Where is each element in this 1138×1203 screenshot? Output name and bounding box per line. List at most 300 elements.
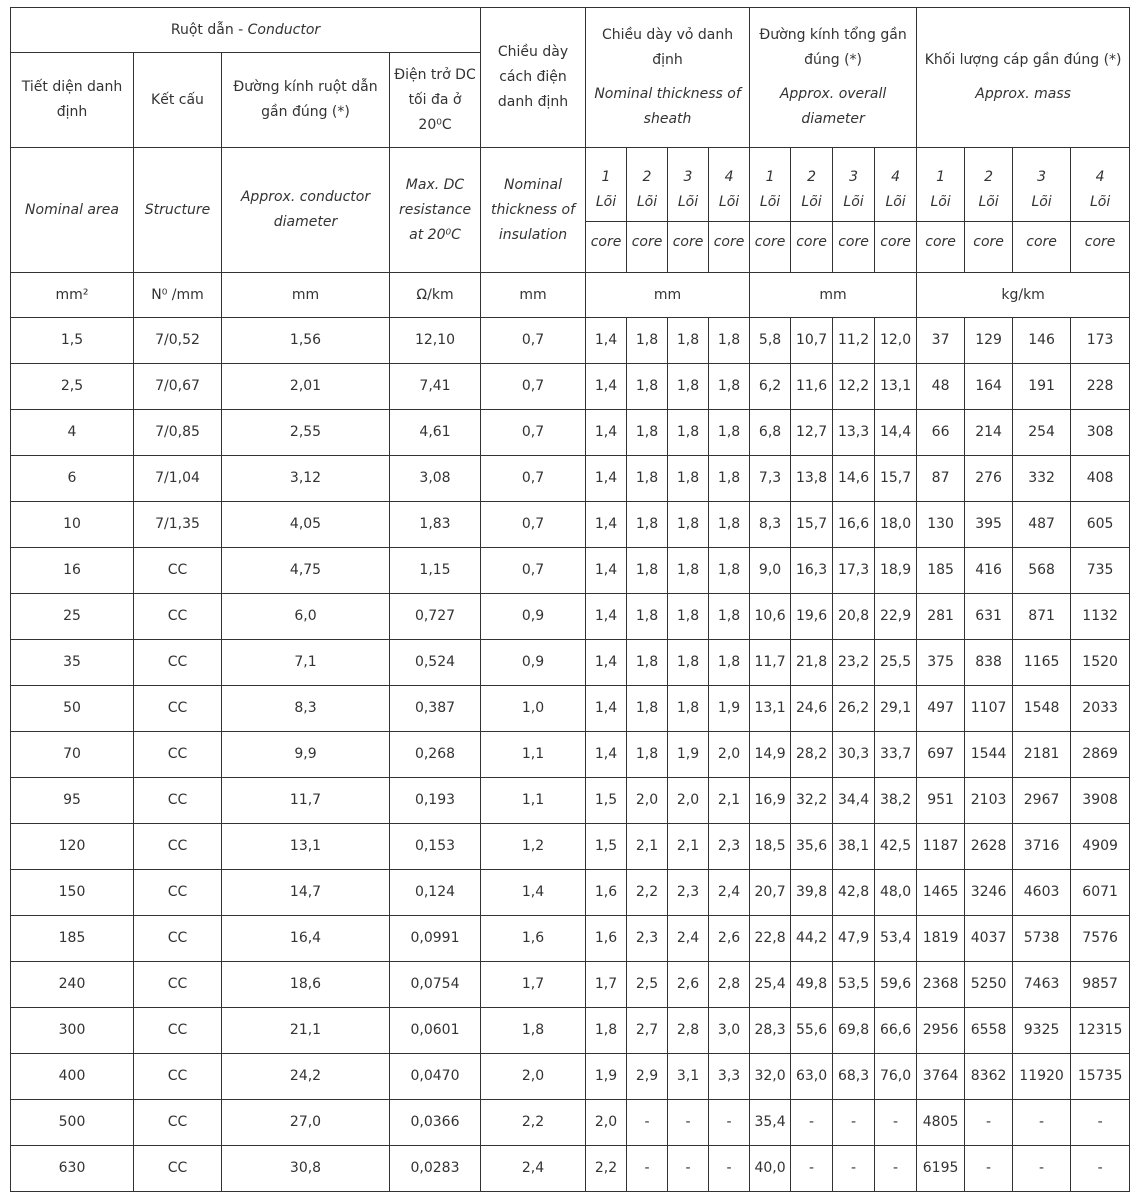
cell-mass-core-3: 4603: [1013, 870, 1071, 916]
cell-mass-core-1: 130: [917, 502, 965, 548]
cell-diameter: 2,01: [222, 364, 390, 410]
cell-area: 500: [11, 1100, 134, 1146]
core-label-vi: Lõi: [677, 194, 699, 210]
cell-sheath-core-2: 1,8: [627, 318, 668, 364]
cell-sheath-core-3: -: [668, 1146, 709, 1192]
cell-mass-core-3: 2967: [1013, 778, 1071, 824]
cell-overall-core-4: 42,5: [875, 824, 917, 870]
cell-insulation: 0,7: [481, 456, 586, 502]
cell-insulation: 1,1: [481, 732, 586, 778]
core-label-vi: Lõi: [1089, 194, 1111, 210]
table-row: [11, 686, 1130, 732]
cell-mass-core-4: 173: [1071, 318, 1130, 364]
cell-mass-core-3: 7463: [1013, 962, 1071, 1008]
cell-structure: CC: [134, 1100, 222, 1146]
cell-overall-core-4: 66,6: [875, 1008, 917, 1054]
cell-diameter: 18,6: [222, 962, 390, 1008]
cell-mass-core-4: 308: [1071, 410, 1130, 456]
insulation-header-en: Nominal thickness of insulation: [481, 148, 586, 273]
cell-sheath-core-3: 1,8: [668, 686, 709, 732]
cell-resistance: 0,153: [390, 824, 481, 870]
cell-insulation: 1,7: [481, 962, 586, 1008]
cell-sheath-core-2: 2,2: [627, 870, 668, 916]
cell-sheath-core-4: 1,8: [709, 364, 750, 410]
cell-mass-core-3: 2181: [1013, 732, 1071, 778]
cell-sheath-core-1: 1,4: [586, 548, 627, 594]
cell-diameter: 4,75: [222, 548, 390, 594]
cell-sheath-core-2: 1,8: [627, 410, 668, 456]
cell-diameter: 30,8: [222, 1146, 390, 1192]
cell-resistance: 0,0991: [390, 916, 481, 962]
cell-overall-core-4: -: [875, 1100, 917, 1146]
core-label-vi: Lõi: [1031, 194, 1052, 210]
cell-overall-core-1: 16,9: [750, 778, 791, 824]
cell-overall-core-4: 33,7: [875, 732, 917, 778]
cell-sheath-core-3: 2,3: [668, 870, 709, 916]
cell-overall-core-4: 13,1: [875, 364, 917, 410]
cell-mass-core-1: 2956: [917, 1008, 965, 1054]
cell-overall-core-3: 13,3: [833, 410, 875, 456]
core-number: 3: [849, 169, 859, 185]
cell-overall-core-1: 5,8: [750, 318, 791, 364]
diameter-header-en: Approx. conductor diameter: [222, 148, 390, 273]
cell-insulation: 1,8: [481, 1008, 586, 1054]
cell-diameter: 16,4: [222, 916, 390, 962]
cell-sheath-core-2: 2,7: [627, 1008, 668, 1054]
structure-header-vi: Kết cấu: [134, 53, 222, 148]
core-number: 2: [984, 169, 994, 185]
cell-sheath-core-2: 1,8: [627, 502, 668, 548]
cell-diameter: 8,3: [222, 686, 390, 732]
core-number: 1: [936, 169, 946, 185]
cell-overall-core-4: 76,0: [875, 1054, 917, 1100]
cell-resistance: 7,41: [390, 364, 481, 410]
core-number: 2: [807, 169, 817, 185]
cell-mass-core-2: -: [965, 1100, 1013, 1146]
insulation-header-vi: Chiều dày cách điện danh định: [481, 8, 586, 148]
cell-overall-core-3: 42,8: [833, 870, 875, 916]
cell-mass-core-1: 1465: [917, 870, 965, 916]
cell-sheath-core-1: 1,6: [586, 916, 627, 962]
cell-structure: CC: [134, 594, 222, 640]
core-number: 4: [724, 169, 734, 185]
cell-insulation: 0,7: [481, 410, 586, 456]
cell-insulation: 0,7: [481, 318, 586, 364]
cell-overall-core-1: 9,0: [750, 548, 791, 594]
cell-sheath-core-3: 1,8: [668, 364, 709, 410]
cell-overall-core-4: 14,4: [875, 410, 917, 456]
cell-sheath-core-2: 1,8: [627, 732, 668, 778]
cell-sheath-core-3: 3,1: [668, 1054, 709, 1100]
cell-overall-core-3: 34,4: [833, 778, 875, 824]
cell-sheath-core-3: 1,8: [668, 640, 709, 686]
cell-mass-core-2: 2103: [965, 778, 1013, 824]
cell-mass-core-4: 408: [1071, 456, 1130, 502]
cell-mass-core-3: 146: [1013, 318, 1071, 364]
cell-sheath-core-4: 1,8: [709, 548, 750, 594]
cell-overall-core-2: 16,3: [791, 548, 833, 594]
cell-structure: CC: [134, 640, 222, 686]
cell-mass-core-2: 129: [965, 318, 1013, 364]
cell-overall-core-1: 10,6: [750, 594, 791, 640]
cell-overall-core-4: 12,0: [875, 318, 917, 364]
cell-overall-core-2: 35,6: [791, 824, 833, 870]
cell-overall-core-2: 19,6: [791, 594, 833, 640]
cell-sheath-core-4: 1,8: [709, 318, 750, 364]
core-number: 2: [642, 169, 652, 185]
cell-area: 150: [11, 870, 134, 916]
cell-overall-core-4: 53,4: [875, 916, 917, 962]
cell-sheath-core-1: 2,2: [586, 1146, 627, 1192]
cell-structure: CC: [134, 962, 222, 1008]
core-label-en: core: [627, 221, 668, 255]
core-label-vi: Lõi: [801, 194, 822, 210]
core-number: 1: [765, 169, 775, 185]
cell-sheath-core-4: 2,6: [709, 916, 750, 962]
cell-mass-core-3: -: [1013, 1146, 1071, 1192]
cell-sheath-core-1: 1,5: [586, 824, 627, 870]
cell-mass-core-4: 3908: [1071, 778, 1130, 824]
cell-sheath-core-4: -: [709, 1100, 750, 1146]
core-label-vi: Lõi: [885, 194, 906, 210]
unit-structure: N⁰ /mm: [134, 273, 222, 318]
core-number: 1: [601, 169, 611, 185]
cell-mass-core-4: 1520: [1071, 640, 1130, 686]
cell-mass-core-2: 5250: [965, 962, 1013, 1008]
cell-structure: 7/1,04: [134, 456, 222, 502]
nominal-area-header-en: Nominal area: [11, 148, 134, 273]
cell-sheath-core-4: 2,3: [709, 824, 750, 870]
cell-sheath-core-1: 1,9: [586, 1054, 627, 1100]
cell-sheath-core-4: 2,4: [709, 870, 750, 916]
cell-insulation: 0,7: [481, 548, 586, 594]
cell-structure: 7/0,67: [134, 364, 222, 410]
cell-mass-core-1: 48: [917, 364, 965, 410]
cell-sheath-core-2: 1,8: [627, 594, 668, 640]
cell-mass-core-2: 6558: [965, 1008, 1013, 1054]
cable-spec-table: [10, 7, 1130, 1192]
cell-area: 240: [11, 962, 134, 1008]
cell-overall-core-2: -: [791, 1100, 833, 1146]
cell-mass-core-1: 375: [917, 640, 965, 686]
cell-sheath-core-4: 2,8: [709, 962, 750, 1008]
cell-overall-core-2: 39,8: [791, 870, 833, 916]
core-label-vi: Lõi: [718, 194, 740, 210]
overall-core-3-header: [833, 148, 875, 273]
overall-core-4-header: [875, 148, 917, 273]
table-row: [11, 1008, 1130, 1054]
cell-mass-core-2: -: [965, 1146, 1013, 1192]
cell-mass-core-3: 11920: [1013, 1054, 1071, 1100]
cell-sheath-core-1: 1,8: [586, 1008, 627, 1054]
cell-mass-core-2: 416: [965, 548, 1013, 594]
cell-mass-core-3: 191: [1013, 364, 1071, 410]
table-row: [11, 456, 1130, 502]
cell-overall-core-3: 12,2: [833, 364, 875, 410]
cell-sheath-core-3: -: [668, 1100, 709, 1146]
cell-overall-core-4: -: [875, 1146, 917, 1192]
table-row: [11, 916, 1130, 962]
cell-sheath-core-4: 1,8: [709, 502, 750, 548]
cell-area: 95: [11, 778, 134, 824]
overall-diameter-header: Đường kính tổng gần đúng (*) Approx. overall diameter: [750, 8, 917, 148]
cell-sheath-core-4: 1,8: [709, 640, 750, 686]
cell-overall-core-1: 13,1: [750, 686, 791, 732]
sheath-core-4-header: [709, 148, 750, 273]
cell-sheath-core-3: 2,1: [668, 824, 709, 870]
cell-overall-core-4: 38,2: [875, 778, 917, 824]
cell-insulation: 0,9: [481, 640, 586, 686]
cell-diameter: 7,1: [222, 640, 390, 686]
core-label-vi: Lõi: [930, 194, 951, 210]
cell-sheath-core-4: 3,3: [709, 1054, 750, 1100]
cell-sheath-core-2: 1,8: [627, 640, 668, 686]
cell-structure: CC: [134, 732, 222, 778]
cell-overall-core-2: 32,2: [791, 778, 833, 824]
cell-area: 630: [11, 1146, 134, 1192]
cell-diameter: 3,12: [222, 456, 390, 502]
cell-overall-core-1: 8,3: [750, 502, 791, 548]
cell-overall-core-3: 17,3: [833, 548, 875, 594]
cell-sheath-core-1: 1,7: [586, 962, 627, 1008]
cell-area: 16: [11, 548, 134, 594]
cell-resistance: 4,61: [390, 410, 481, 456]
cell-mass-core-1: 3764: [917, 1054, 965, 1100]
cell-area: 70: [11, 732, 134, 778]
table-row: [11, 732, 1130, 778]
cell-overall-core-1: 35,4: [750, 1100, 791, 1146]
cell-mass-core-1: 37: [917, 318, 965, 364]
cell-overall-core-1: 14,9: [750, 732, 791, 778]
cell-mass-core-1: 281: [917, 594, 965, 640]
cell-mass-core-4: 1132: [1071, 594, 1130, 640]
cell-mass-core-1: 951: [917, 778, 965, 824]
cell-sheath-core-4: 2,1: [709, 778, 750, 824]
table-row: [11, 1054, 1130, 1100]
cell-resistance: 0,727: [390, 594, 481, 640]
cell-sheath-core-2: 2,9: [627, 1054, 668, 1100]
cell-sheath-core-1: 2,0: [586, 1100, 627, 1146]
unit-sheath: mm: [586, 273, 750, 318]
cell-overall-core-1: 22,8: [750, 916, 791, 962]
cell-mass-core-4: -: [1071, 1146, 1130, 1192]
cell-sheath-core-1: 1,4: [586, 686, 627, 732]
cell-mass-core-1: 497: [917, 686, 965, 732]
cell-sheath-core-3: 2,8: [668, 1008, 709, 1054]
cell-insulation: 0,7: [481, 364, 586, 410]
cell-diameter: 14,7: [222, 870, 390, 916]
cell-overall-core-4: 18,9: [875, 548, 917, 594]
cell-diameter: 13,1: [222, 824, 390, 870]
cell-resistance: 0,0283: [390, 1146, 481, 1192]
cell-area: 50: [11, 686, 134, 732]
cell-area: 35: [11, 640, 134, 686]
cell-insulation: 2,0: [481, 1054, 586, 1100]
unit-resistance: Ω/km: [390, 273, 481, 318]
cell-area: 2,5: [11, 364, 134, 410]
cell-overall-core-4: 48,0: [875, 870, 917, 916]
cell-sheath-core-2: 1,8: [627, 456, 668, 502]
core-label-en: core: [1071, 221, 1130, 255]
cell-mass-core-3: -: [1013, 1100, 1071, 1146]
table-row: [11, 962, 1130, 1008]
cell-sheath-core-3: 1,8: [668, 410, 709, 456]
cell-overall-core-3: 30,3: [833, 732, 875, 778]
cell-resistance: 0,193: [390, 778, 481, 824]
mass-core-2-header: [965, 148, 1013, 273]
core-label-en: core: [586, 221, 627, 255]
cell-resistance: 0,0470: [390, 1054, 481, 1100]
cell-mass-core-3: 332: [1013, 456, 1071, 502]
diameter-header-vi: Đường kính ruột dẫn gần đúng (*): [222, 53, 390, 148]
cell-overall-core-3: 16,6: [833, 502, 875, 548]
conductor-group-header: Ruột dẫn - Conductor: [11, 8, 481, 53]
cell-mass-core-1: 6195: [917, 1146, 965, 1192]
cell-structure: CC: [134, 1146, 222, 1192]
cell-resistance: 0,0366: [390, 1100, 481, 1146]
cable-spec-table-container: [10, 7, 1130, 1192]
cell-sheath-core-4: 1,8: [709, 410, 750, 456]
core-label-en: core: [668, 221, 709, 255]
sheath-core-1-header: [586, 148, 627, 273]
core-label-vi: Lõi: [759, 194, 781, 210]
cell-mass-core-3: 254: [1013, 410, 1071, 456]
core-label-en: core: [791, 221, 833, 255]
cell-area: 4: [11, 410, 134, 456]
cell-diameter: 24,2: [222, 1054, 390, 1100]
cell-overall-core-3: 38,1: [833, 824, 875, 870]
cell-mass-core-1: 4805: [917, 1100, 965, 1146]
cell-sheath-core-1: 1,4: [586, 640, 627, 686]
cell-sheath-core-3: 1,9: [668, 732, 709, 778]
cell-overall-core-3: 68,3: [833, 1054, 875, 1100]
sheath-header: Chiều dày vỏ danh định Nominal thickness of sheath: [586, 8, 750, 148]
cell-mass-core-2: 1107: [965, 686, 1013, 732]
cell-resistance: 0,268: [390, 732, 481, 778]
core-label-en: core: [1013, 221, 1071, 255]
cell-overall-core-3: 11,2: [833, 318, 875, 364]
cell-area: 1,5: [11, 318, 134, 364]
cell-sheath-core-3: 2,0: [668, 778, 709, 824]
cell-resistance: 0,0601: [390, 1008, 481, 1054]
cell-overall-core-2: 44,2: [791, 916, 833, 962]
cell-sheath-core-1: 1,4: [586, 502, 627, 548]
cell-mass-core-4: 228: [1071, 364, 1130, 410]
cell-mass-core-1: 2368: [917, 962, 965, 1008]
cell-mass-core-2: 2628: [965, 824, 1013, 870]
cell-diameter: 2,55: [222, 410, 390, 456]
cell-overall-core-2: -: [791, 1146, 833, 1192]
core-number: 4: [891, 169, 901, 185]
cell-sheath-core-1: 1,6: [586, 870, 627, 916]
cell-mass-core-2: 3246: [965, 870, 1013, 916]
cell-mass-core-4: 4909: [1071, 824, 1130, 870]
table-row: [11, 870, 1130, 916]
cell-sheath-core-3: 2,6: [668, 962, 709, 1008]
cell-sheath-core-2: 1,8: [627, 364, 668, 410]
cell-mass-core-3: 1165: [1013, 640, 1071, 686]
cell-insulation: 0,7: [481, 502, 586, 548]
table-row: [11, 594, 1130, 640]
cell-mass-core-2: 164: [965, 364, 1013, 410]
cell-overall-core-1: 20,7: [750, 870, 791, 916]
cell-sheath-core-1: 1,4: [586, 732, 627, 778]
cell-mass-core-4: 735: [1071, 548, 1130, 594]
cell-overall-core-3: -: [833, 1146, 875, 1192]
cell-overall-core-3: 47,9: [833, 916, 875, 962]
cell-overall-core-2: 63,0: [791, 1054, 833, 1100]
cell-mass-core-4: 9857: [1071, 962, 1130, 1008]
cell-overall-core-3: 26,2: [833, 686, 875, 732]
cell-sheath-core-4: -: [709, 1146, 750, 1192]
cell-overall-core-4: 29,1: [875, 686, 917, 732]
cell-insulation: 0,9: [481, 594, 586, 640]
mass-core-4-header: [1071, 148, 1130, 273]
cell-sheath-core-3: 1,8: [668, 548, 709, 594]
cell-structure: CC: [134, 1054, 222, 1100]
unit-diameter: mm: [222, 273, 390, 318]
core-label-vi: Lõi: [595, 194, 617, 210]
cell-resistance: 0,524: [390, 640, 481, 686]
cell-sheath-core-2: -: [627, 1146, 668, 1192]
cell-overall-core-2: 49,8: [791, 962, 833, 1008]
cell-sheath-core-4: 1,9: [709, 686, 750, 732]
cell-mass-core-3: 5738: [1013, 916, 1071, 962]
cell-overall-core-1: 40,0: [750, 1146, 791, 1192]
cell-overall-core-3: 14,6: [833, 456, 875, 502]
mass-core-3-header: [1013, 148, 1071, 273]
cell-overall-core-4: 25,5: [875, 640, 917, 686]
cell-overall-core-1: 25,4: [750, 962, 791, 1008]
table-row: [11, 640, 1130, 686]
overall-core-1-header: [750, 148, 791, 273]
cell-diameter: 9,9: [222, 732, 390, 778]
cell-overall-core-2: 11,6: [791, 364, 833, 410]
cell-area: 6: [11, 456, 134, 502]
cell-sheath-core-3: 1,8: [668, 594, 709, 640]
cell-sheath-core-1: 1,4: [586, 410, 627, 456]
cell-sheath-core-2: 1,8: [627, 548, 668, 594]
cell-structure: CC: [134, 916, 222, 962]
cell-mass-core-3: 568: [1013, 548, 1071, 594]
core-label-en: core: [833, 221, 875, 255]
cell-overall-core-3: 20,8: [833, 594, 875, 640]
cell-overall-core-4: 15,7: [875, 456, 917, 502]
overall-core-2-header: [791, 148, 833, 273]
cell-overall-core-2: 12,7: [791, 410, 833, 456]
cell-diameter: 6,0: [222, 594, 390, 640]
cell-mass-core-4: -: [1071, 1100, 1130, 1146]
cell-resistance: 1,83: [390, 502, 481, 548]
table-row: [11, 1100, 1130, 1146]
core-label-en: core: [709, 221, 750, 255]
cell-overall-core-3: 53,5: [833, 962, 875, 1008]
cell-overall-core-2: 21,8: [791, 640, 833, 686]
cell-mass-core-3: 487: [1013, 502, 1071, 548]
cell-structure: CC: [134, 548, 222, 594]
cell-sheath-core-2: 2,3: [627, 916, 668, 962]
core-label-en: core: [750, 221, 791, 255]
structure-header-en: Structure: [134, 148, 222, 273]
cell-overall-core-3: 69,8: [833, 1008, 875, 1054]
cell-overall-core-1: 28,3: [750, 1008, 791, 1054]
core-label-en: core: [965, 221, 1013, 255]
sheath-core-3-header: [668, 148, 709, 273]
cell-overall-core-1: 32,0: [750, 1054, 791, 1100]
cell-diameter: 21,1: [222, 1008, 390, 1054]
cell-resistance: 0,0754: [390, 962, 481, 1008]
cell-overall-core-3: -: [833, 1100, 875, 1146]
